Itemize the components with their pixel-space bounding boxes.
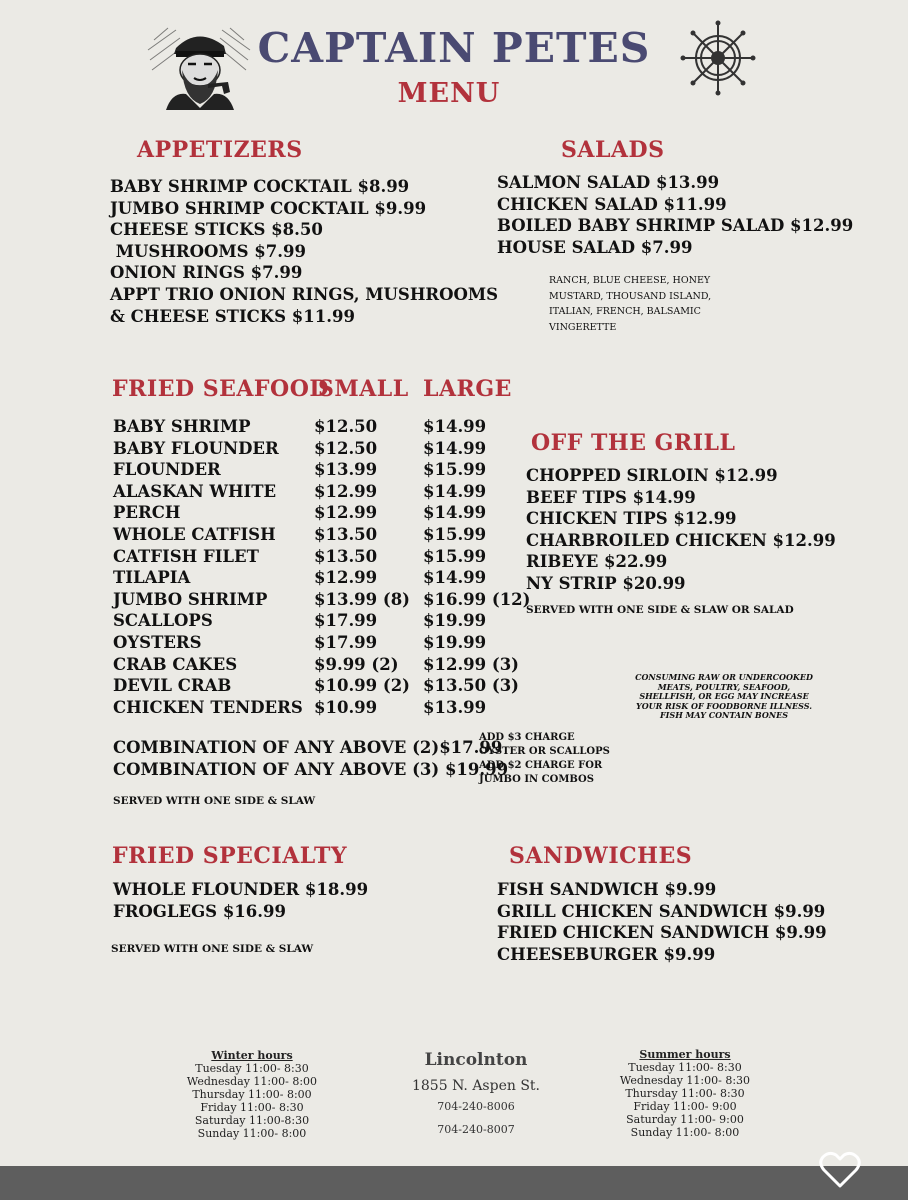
table-row: DEVIL CRAB $10.99 (2) $13.50 (3) xyxy=(113,676,519,696)
appetizers-heading: APPETIZERS xyxy=(137,137,303,163)
sandwiches-list xyxy=(497,879,827,965)
combo-notes: ADD $3 CHARGE OYSTER OR SCALLOPS ADD $2 CHARGE FOR JUMBO IN COMBOS xyxy=(479,732,610,785)
menu-item: COMBINATION OF ANY ABOVE (3) $19.99 xyxy=(113,759,509,779)
menu-item: GRILL CHICKEN SANDWICH $9.99 xyxy=(497,901,826,921)
menu-item: FISH SANDWICH $9.99 xyxy=(497,880,717,899)
table-row: PERCH $12.99 $14.99 xyxy=(113,503,487,523)
menu-item: SALMON SALAD $13.99 xyxy=(497,173,720,192)
dressings-note: RANCH, BLUE CHEESE, HONEY MUSTARD, THOUSAND ISLAND, ITALIAN, FRENCH, BALSAMIC VINGERETTE xyxy=(549,275,712,333)
fried-specialty-list xyxy=(113,879,368,922)
menu-item: BOILED BABY SHRIMP SALAD $12.99 xyxy=(497,216,854,236)
grill-served-note: SERVED WITH ONE SIDE & SLAW OR SALAD xyxy=(526,604,794,616)
fried-specialty-served-note: SERVED WITH ONE SIDE & SLAW xyxy=(111,943,314,955)
menu-item: FRIED CHICKEN SANDWICH $9.99 xyxy=(497,923,827,943)
menu-item: CHICKEN SALAD $11.99 xyxy=(497,194,727,214)
menu-item: CHOPPED SIRLOIN $12.99 xyxy=(526,466,778,485)
fried-specialty-heading: FRIED SPECIALTY xyxy=(112,843,348,869)
phone-number: 704-240-8007 xyxy=(437,1123,515,1136)
fried-seafood-served-note: SERVED WITH ONE SIDE & SLAW xyxy=(113,795,316,807)
restaurant-title: CAPTAIN PETES xyxy=(257,24,651,72)
menu-item: BABY SHRIMP COCKTAIL $8.99 xyxy=(110,177,410,196)
salads-list xyxy=(497,172,853,258)
menu-item: COMBINATION OF ANY ABOVE (2)$17.99 xyxy=(113,738,503,757)
combo-list xyxy=(113,737,508,780)
phone-number: 704-240-8006 xyxy=(437,1100,515,1113)
menu-item: RIBEYE $22.99 xyxy=(526,552,668,572)
table-row: JUMBO SHRIMP $13.99 (8) $16.99 (12) xyxy=(113,589,531,609)
menu-item: CHICKEN TIPS $12.99 xyxy=(526,509,737,529)
menu-item: MUSHROOMS $7.99 xyxy=(110,241,306,261)
table-row: FLOUNDER $13.99 $15.99 xyxy=(113,460,487,480)
grill-heading: OFF THE GRILL xyxy=(531,430,736,456)
grill-list xyxy=(526,465,836,595)
fried-seafood-heading: FRIED SEAFOOD xyxy=(112,376,329,402)
menu-item: NY STRIP $20.99 xyxy=(526,573,686,593)
table-row: TILAPIA $12.99 $14.99 xyxy=(113,568,487,588)
table-row: BABY SHRIMP $12.50 $14.99 xyxy=(113,417,487,436)
sandwiches-heading: SANDWICHES xyxy=(509,843,693,869)
menu-item: APPT TRIO ONION RINGS, MUSHROOMS xyxy=(110,284,499,304)
salads-heading: SALADS xyxy=(561,137,665,163)
table-row: BABY FLOUNDER $12.50 $14.99 xyxy=(113,438,487,458)
large-column-heading: LARGE xyxy=(423,376,512,402)
ship-wheel-icon xyxy=(680,20,756,96)
appetizers-list xyxy=(110,176,498,327)
location-city: Lincolnton xyxy=(424,1050,528,1070)
table-row: CHICKEN TENDERS $10.99 $13.99 xyxy=(113,697,487,717)
menu-item: ONION RINGS $7.99 xyxy=(110,263,303,283)
winter-hours: Winter hours Tuesday 11:00- 8:30 Wednesday 11:00- 8:00 Thursday 11:00- 8:00 Friday 11:00- 8:30 Saturday 11:00-8:30 Sunday 11:00- 8:00 xyxy=(172,1049,332,1140)
menu-subtitle: MENU xyxy=(397,78,501,109)
table-row: WHOLE CATFISH $13.50 $15.99 xyxy=(113,524,487,544)
menu-item: WHOLE FLOUNDER $18.99 xyxy=(113,880,369,899)
table-row: CATFISH FILET $13.50 $15.99 xyxy=(113,546,487,566)
location-block xyxy=(386,1050,566,1136)
winter-hours-title: Winter hours xyxy=(211,1049,293,1062)
menu-item: CHEESE STICKS $8.50 xyxy=(110,220,323,240)
table-row: CRAB CAKES $9.99 (2) $12.99 (3) xyxy=(113,654,519,674)
menu-item: & CHEESE STICKS $11.99 xyxy=(110,306,355,326)
summer-hours: Summer hours Tuesday 11:00- 8:30 Wednesday 11:00- 8:30 Thursday 11:00- 8:30 Friday 11:00- 9:00 Saturday 11:00- 9:00 Sunday 11:00- 8:00 xyxy=(605,1048,765,1139)
menu-item: FROGLEGS $16.99 xyxy=(113,901,286,921)
table-row: OYSTERS $17.99 $19.99 xyxy=(113,632,487,652)
menu-item: HOUSE SALAD $7.99 xyxy=(497,237,693,257)
small-column-heading: SMALL xyxy=(318,376,409,402)
fried-seafood-table xyxy=(113,417,531,719)
heart-icon[interactable] xyxy=(818,1150,862,1190)
menu-item: BEEF TIPS $14.99 xyxy=(526,487,696,507)
table-row: ALASKAN WHITE $12.99 $14.99 xyxy=(113,481,487,501)
menu-item: CHEESEBURGER $9.99 xyxy=(497,944,716,964)
location-address: 1855 N. Aspen St. xyxy=(411,1078,540,1094)
bottom-bar xyxy=(0,1166,908,1200)
summer-hours-title: Summer hours xyxy=(639,1048,731,1061)
menu-item: JUMBO SHRIMP COCKTAIL $9.99 xyxy=(110,198,427,218)
menu-item: CHARBROILED CHICKEN $12.99 xyxy=(526,530,836,550)
table-row: SCALLOPS $17.99 $19.99 xyxy=(113,611,487,631)
food-safety-warning: CONSUMING RAW OR UNDERCOOKED MEATS, POULTRY, SEAFOOD, SHELLFISH, OR EGG MAY INCREASE YOUR RISK OF FOODBORNE ILLNESS. FISH MAY CONTAIN BONES xyxy=(635,672,813,720)
